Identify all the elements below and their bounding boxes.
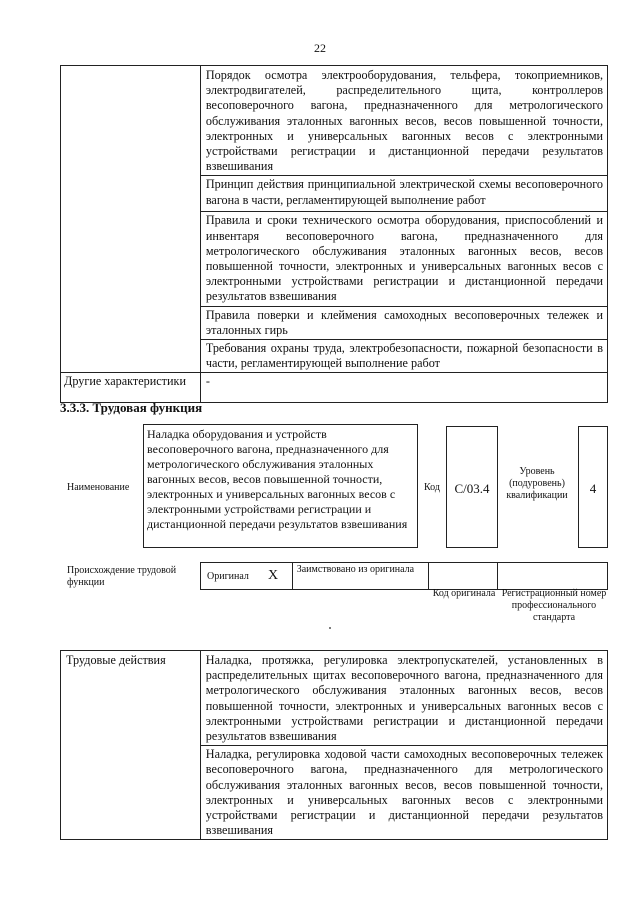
- knowledge-row: Правила поверки и клеймения самоходных весоповерочных тележек и эталонных гирь: [205, 307, 603, 337]
- page-number: 22: [314, 41, 326, 55]
- reg-caption: Регистрационный номер профессионального стандарта: [501, 588, 607, 623]
- knowledge-row: Принцип действия принципиальной электрической схемы весоповерочного вагона в части, регламентирующей выполнение работ: [205, 177, 603, 207]
- actions-label: Трудовые действия: [66, 653, 166, 667]
- code-label: Код: [424, 482, 440, 493]
- code-box: [446, 426, 498, 548]
- knowledge-row: Требования охраны труда, электробезопасности, пожарной безопасности в части, регламентирующей выполнение работ: [205, 341, 603, 371]
- original-label: Оригинал: [207, 571, 249, 582]
- level-value: 4: [589, 481, 597, 496]
- level-box: [578, 426, 608, 548]
- name-label: Наименование: [67, 482, 130, 493]
- knowledge-table: [60, 65, 608, 403]
- origin-table: [200, 562, 608, 590]
- name-value: Наладка оборудования и устройств весоповерочного вагона, предназначенного для метрологического обслуживания эталонных вагонных весов, весов повышенной точности, электронных и универсальных вагонных весов с электронными устройствами регистрации и дистанционной передачи результатов взвешивания: [147, 427, 408, 531]
- action-row: Наладка, протяжка, регулировка электропускателей, установленных в распределительных щитах весоповерочного вагона, предназначенного для метрологического обслуживания эталонных вагонных весов, весов повышенной точности, электронных и универсальных вагонных весов с электронными устройствами регистрации и дистанционной передачи результатов взвешивания: [205, 653, 603, 744]
- knowledge-row: Порядок осмотра электрооборудования, тельфера, токоприемников, электродвигателей, распределительного щита, контроллеров весоповерочного вагона, предназначенного для метрологического обслуживания эталонных вагонных весов, весов повышенной точности, электронных и универсальных вагонных весов с электронными устройствами регистрации и дистанционной передачи результатов взвешивания: [205, 68, 603, 174]
- code-caption: Код оригинала: [432, 588, 496, 599]
- section-title: 3.3.3. Трудовая функция: [60, 400, 203, 415]
- label-cell-empty: [61, 66, 201, 373]
- stray-dot: [329, 627, 331, 629]
- original-mark: X: [268, 568, 279, 583]
- actions-table: [60, 650, 608, 840]
- borrowed-label: Заимствовано из оригинала: [296, 564, 415, 575]
- other-characteristics-value: -: [205, 374, 210, 389]
- action-row: Наладка, регулировка ходовой части самоходных весоповерочных тележек весоповерочного вагона, предназначенного для метрологического обслуживания эталонных вагонных весов, весов повышенной точности, электронных и универсальных вагонных весов с электронными устройствами регистрации и дистанционной передачи результатов взвешивания: [205, 747, 603, 838]
- other-characteristics-label: Другие характеристики: [64, 374, 186, 389]
- code-value: С/03.4: [454, 481, 490, 496]
- knowledge-row: Правила и сроки технического осмотра оборудования, приспособлений и инвентаря весоповерочного вагона, предназначенного для метрологического обслуживания эталонных вагонных весов, весов повышенной точности, электронных и универсальных вагонных весов с электронными устройствами регистрации и дистанционной передачи результатов взвешивания: [205, 213, 603, 304]
- origin-label: Происхождение трудовой функции: [67, 565, 177, 588]
- level-label: Уровень (подуровень) квалификации: [506, 466, 568, 501]
- name-value-box: [143, 424, 418, 548]
